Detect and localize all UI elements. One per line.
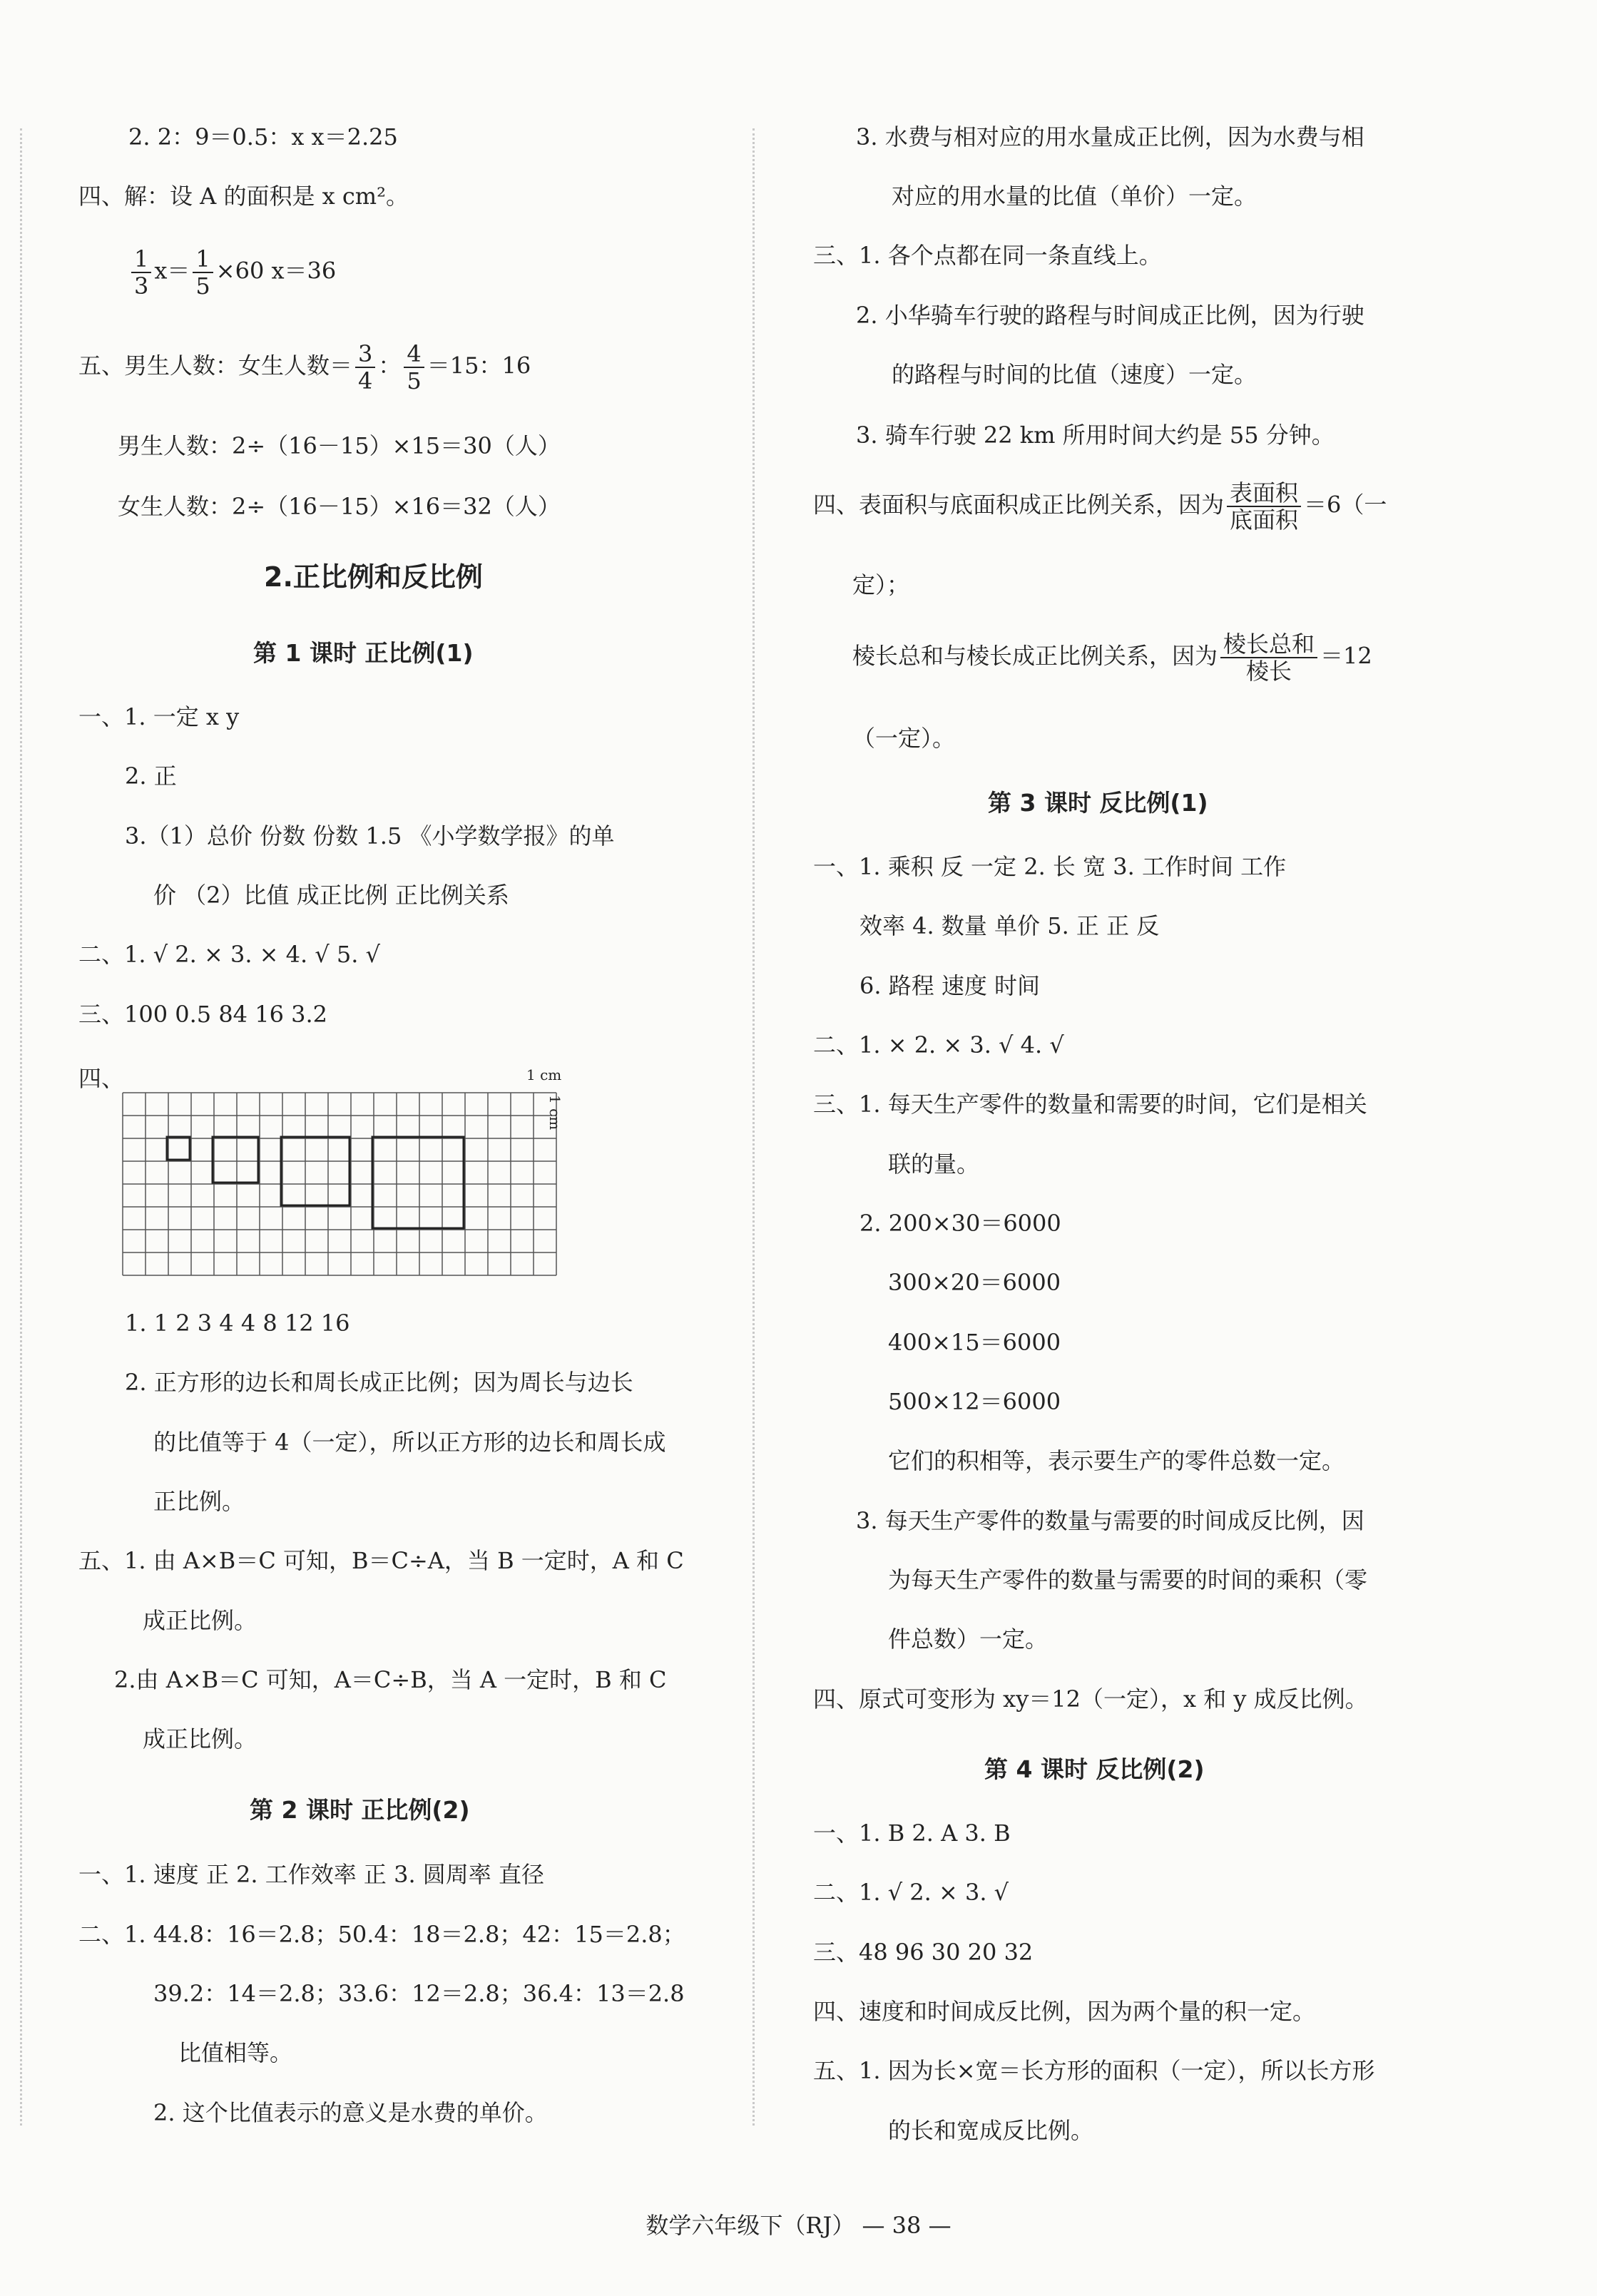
answer-line: 300×20＝6000 [888,1269,1061,1296]
answer-line: 四、解：设 A 的面积是 x cm²。 [78,183,409,210]
answer-line: 2. 小华骑车行驶的路程与时间成正比例，因为行驶 [856,302,1364,329]
square-side-2 [213,1137,258,1183]
answer-line: 价 （2）比值 成正比例 正比例关系 [153,882,509,909]
answer-line: 的路程与时间的比值（速度）一定。 [892,361,1257,388]
square-side-1 [167,1137,190,1160]
answer-line: 三、48 96 30 20 32 [813,1939,1034,1966]
answer-line: 正比例。 [153,1488,245,1515]
answer-line: 联的量。 [888,1150,980,1178]
fraction: $\frac{\text{棱长总和}}{\text{棱长}}$ [1220,631,1317,684]
answer-line: 500×12＝6000 [888,1388,1061,1415]
lesson-title: 第 4 课时 反比例(2) [984,1755,1205,1783]
answer-line: 它们的积相等，表示要生产的零件总数一定。 [888,1447,1345,1474]
answer-line: 比值相等。 [178,2039,293,2066]
answer-line: 二、1. √ 2. × 3. √ [813,1879,1009,1906]
answer-line: 一、1. 一定 x y [78,703,240,730]
answer-line: 效率 4. 数量 单价 5. 正 正 反 [859,912,1160,939]
fraction: $\frac{3}{4}$ [355,341,375,394]
column-divider [752,128,755,2126]
answer-line: 39.2：14＝2.8；33.6：12＝2.8；36.4：13＝2.8 [153,1980,685,2007]
answer-line: 五、1. 由 A×B＝C 可知，B＝C÷A，当 B 一定时，A 和 C [78,1547,684,1574]
square-side-3 [281,1137,349,1205]
square-side-4 [372,1137,464,1228]
answer-line: 3. 每天生产零件的数量与需要的时间成反比例，因 [856,1507,1364,1534]
equation-line: 棱长总和与棱长成正比例关系，因为 $\frac{\text{棱长总和}}{\text{棱长}}$ ＝12 [852,631,1372,685]
answer-line: 3. 水费与相对应的用水量成正比例，因为水费与相 [856,123,1364,150]
equation-line: $\frac{1}{3}$ x＝ $\frac{1}{5}$ ×60 x＝36 [128,246,336,299]
answer-line: 一、1. 速度 正 2. 工作效率 正 3. 圆周率 直径 [78,1861,544,1888]
scale-label-horizontal: 1 cm [526,1066,562,1083]
answer-line: 3.（1）总价 份数 份数 1.5 《小学数学报》的单 [125,822,615,849]
answer-line: 四、 [78,1065,125,1092]
answer-line: 四、原式可变形为 xy＝12（一定），x 和 y 成反比例。 [813,1685,1368,1713]
answer-line: 成正比例。 [143,1607,257,1634]
answer-line: 2. 正方形的边长和周长成正比例；因为周长与边长 [125,1369,633,1396]
answer-line: 1. 1 2 3 4 4 8 12 16 [125,1310,350,1337]
answer-line: 一、1. B 2. A 3. B [813,1820,1011,1847]
lesson-title: 第 2 课时 正比例(2) [250,1796,470,1824]
scale-label-vertical: 1 cm [546,1095,563,1131]
answer-line: 2.由 A×B＝C 可知，A＝C÷B，当 A 一定时，B 和 C [114,1666,667,1693]
answer-line: 对应的用水量的比值（单价）一定。 [892,183,1257,210]
answer-line: 2. 这个比值表示的意义是水费的单价。 [153,2099,548,2126]
equation-line: 五、男生人数：女生人数＝ $\frac{3}{4}$ ： $\frac{4}{5}$ ＝15：16 [78,340,531,394]
answer-line: 2. 正 [125,762,177,790]
answer-line: 的比值等于 4（一定），所以正方形的边长和周长成 [153,1429,666,1456]
answer-line: 三、1. 各个点都在同一条直线上。 [813,242,1162,269]
fraction: $\frac{4}{5}$ [404,341,424,394]
answer-line: 二、1. × 2. × 3. √ 4. √ [813,1031,1064,1058]
page-footer: 数学六年级下（RJ） — 38 — [646,2212,951,2239]
answer-line: 成正比例。 [143,1725,257,1752]
answer-line: （一定）。 [852,725,956,752]
answer-line: 女生人数：2÷（16－15）×16＝32（人） [118,493,561,520]
fraction: $\frac{1}{5}$ [193,246,213,299]
square-grid-figure [121,1091,578,1277]
answer-line: 定）； [852,571,910,598]
section-title: 2.正比例和反比例 [264,561,483,593]
answer-line: 一、1. 乘积 反 一定 2. 长 宽 3. 工作时间 工作 [813,853,1287,880]
answer-line: 3. 骑车行驶 22 km 所用时间大约是 55 分钟。 [856,422,1335,449]
answer-line: 四、速度和时间成反比例，因为两个量的积一定。 [813,1998,1316,2025]
answer-line: 2. 2：9＝0.5：x x＝2.25 [128,123,398,150]
answer-line: 二、1. 44.8：16＝2.8；50.4：18＝2.8；42：15＝2.8； [78,1921,685,1948]
answer-line: 的长和宽成反比例。 [888,2117,1094,2144]
equation-line: 四、表面积与底面积成正比例关系，因为 $\frac{\text{表面积}}{\text{底面积}}$ ＝6（一 [813,479,1387,534]
answer-line: 五、1. 因为长×宽＝长方形的面积（一定），所以长方形 [813,2057,1375,2084]
fraction: $\frac{\text{表面积}}{\text{底面积}}$ [1227,480,1301,533]
answer-line: 件总数）一定。 [888,1626,1048,1653]
answer-line: 三、100 0.5 84 16 3.2 [78,1001,327,1028]
answer-line: 二、1. √ 2. × 3. × 4. √ 5. √ [78,941,381,968]
answer-line: 为每天生产零件的数量与需要的时间的乘积（零 [888,1566,1368,1593]
answer-line: 三、1. 每天生产零件的数量和需要的时间，它们是相关 [813,1091,1367,1118]
answer-line: 400×15＝6000 [888,1329,1061,1356]
answer-line: 2. 200×30＝6000 [859,1210,1061,1237]
answer-line: 男生人数：2÷（16－15）×15＝30（人） [118,432,561,459]
lesson-title: 第 3 课时 反比例(1) [988,789,1208,817]
fraction: $\frac{1}{3}$ [131,246,151,299]
lesson-title: 第 1 课时 正比例(1) [253,639,474,667]
left-margin-line [20,128,22,2126]
answer-line: 6. 路程 速度 时间 [859,972,1041,999]
